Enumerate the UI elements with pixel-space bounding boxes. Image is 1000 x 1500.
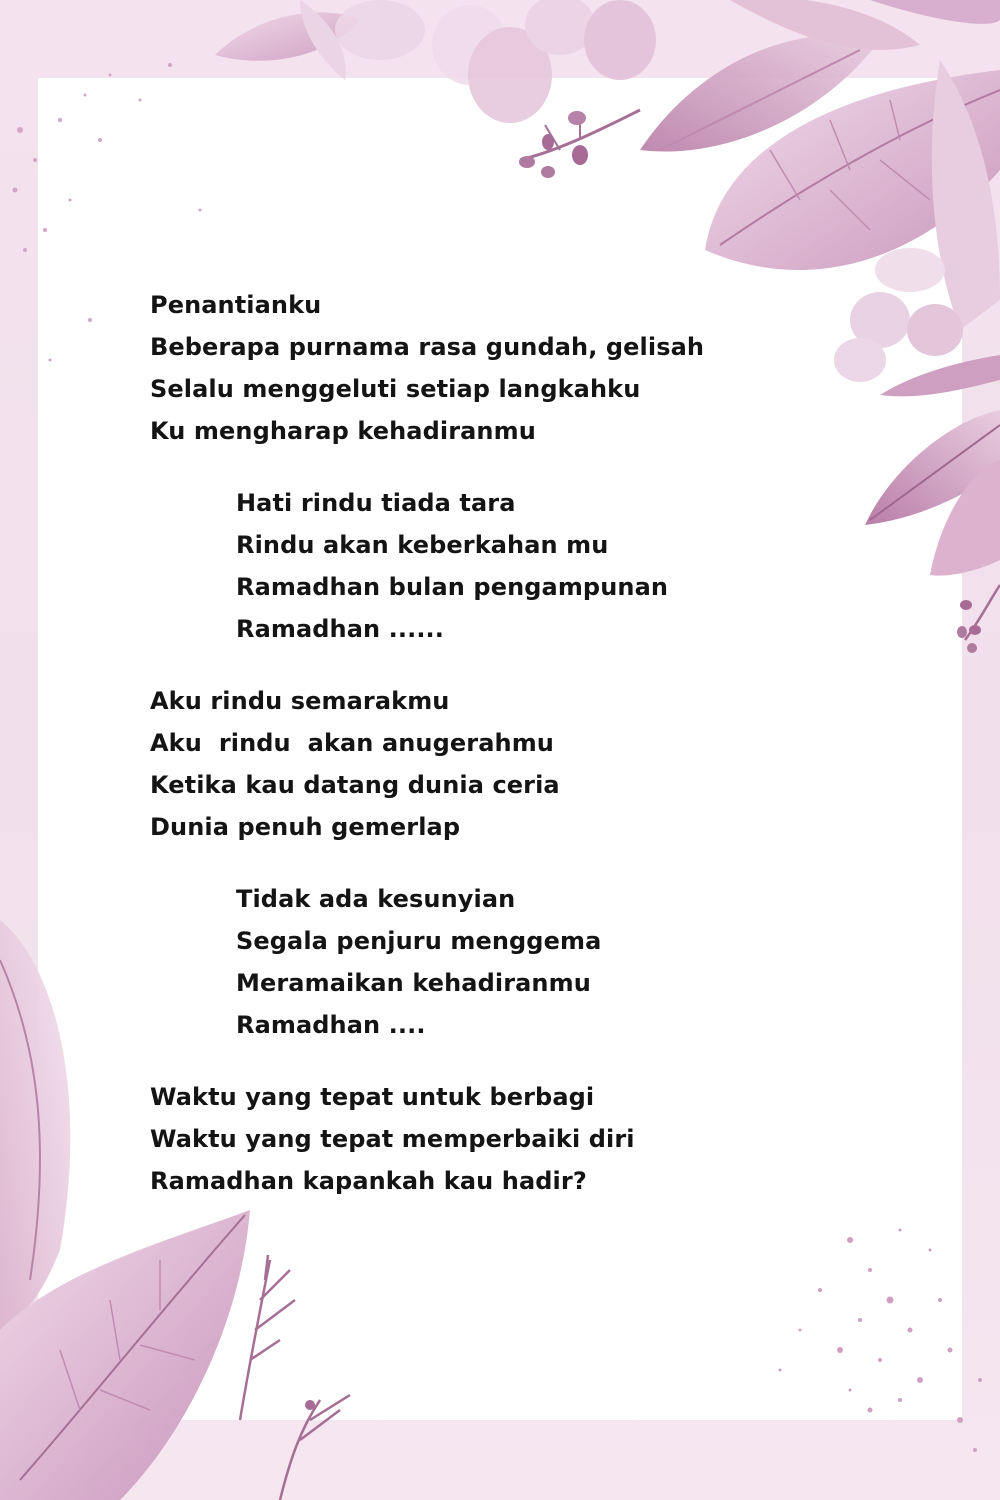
poem-line: Ku mengharap kehadiranmu (150, 417, 536, 445)
watercolor-leaf-icon (215, 0, 360, 80)
poem-line: Ramadhan .... (236, 1011, 426, 1039)
poem-body (150, 284, 770, 1232)
poem-line: Waktu yang tepat memperbaiki diri (150, 1125, 635, 1153)
poem-line: Ketika kau datang dunia ceria (150, 771, 560, 799)
poem-line: Ramadhan ...... (236, 615, 444, 643)
poem-line: Aku rindu semarakmu (150, 687, 450, 715)
poem-line: Selalu menggeluti setiap langkahku (150, 375, 641, 403)
poem-line: Ramadhan kapankah kau hadir? (150, 1167, 587, 1195)
poem-stanza (150, 878, 770, 1046)
poem-line: Aku rindu akan anugerahmu (150, 729, 554, 757)
poem-stanza (150, 284, 770, 452)
poem-stanza (150, 680, 770, 848)
poem-line: Segala penjuru menggema (236, 927, 602, 955)
poem-line: Ramadhan bulan pengampunan (236, 573, 669, 601)
poem-stanza (150, 482, 770, 650)
poem-line: Hati rindu tiada tara (236, 489, 516, 517)
poem-line: Dunia penuh gemerlap (150, 813, 461, 841)
poem-stanza (150, 1076, 770, 1202)
poem-line: Beberapa purnama rasa gundah, gelisah (150, 333, 705, 361)
poem-line: Tidak ada kesunyian (236, 885, 516, 913)
poem-line: Penantianku (150, 291, 322, 319)
poem-line: Waktu yang tepat untuk berbagi (150, 1083, 595, 1111)
poem-line: Rindu akan keberkahan mu (236, 531, 609, 559)
berry-sprig-icon (957, 585, 1000, 653)
poem-line: Meramaikan kehadiranmu (236, 969, 591, 997)
